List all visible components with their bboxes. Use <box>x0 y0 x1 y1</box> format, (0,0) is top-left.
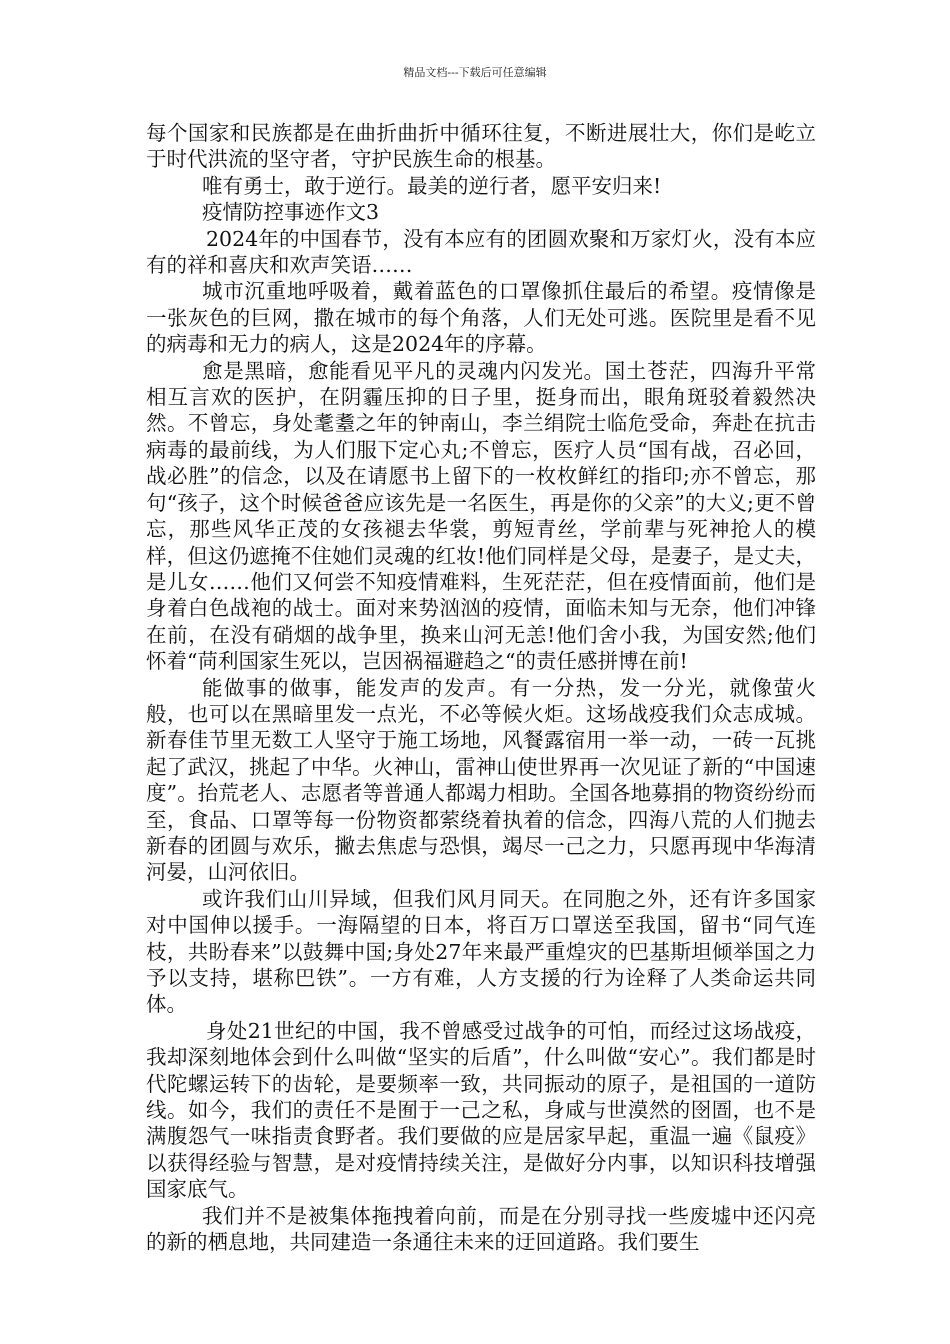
paragraph-5: 愈是黑暗，愈能看见平凡的灵魂内闪发光。国土苍茫，四海升平常相互言欢的医护，在阴霾压抑的日子里，挺身而出，眼角斑驳着毅然决然。不曾忘，身处耄耋之年的钟南山，李兰绢院士临危受命，奔赴在抗击病毒的最前线，为人们服下定心丸;不曾忘，医疗人员“国有战，召必回，战必胜”的信念，以及在请愿书上留下的一枚枚鲜红的指印;亦不曾忘，那句“孩子，这个时候爸爸应该先是一名医生，再是你的父亲”的大义;更不曾忘，那些风华正茂的女孩褪去华裳，剪短青丝，学前辈与死神抢人的模样，但这仍遮掩不住她们灵魂的红妆!他们同样是父母，是妻子，是丈夫，是儿女……他们又何尝不知疫情难料，生死茫茫，但在疫情面前，他们是身着白色战袍的战士。面对来势汹汹的疫情，面临未知与无奈，他们冲锋在前，在没有硝烟的战争里，换来山河无恙!他们舍小我，为国安然;他们怀着“苘利国家生死以，岂因祸福避趋之“的责任感拼博在前! <box>146 358 816 674</box>
paragraph-8: 身处21世纪的中国，我不曾感受过战争的可怕，而经过这场战疫，我却深刻地体会到什么叫做“坚实的后盾”，什么叫做“安心”。我们都是时代陀螺运转下的齿轮，是要频率一致，共同振动的原子，是祖国的一道防线。如今，我们的责任不是囿于一己之私，身咸与世漠然的囹圄，也不是满腹怨气一味指责食野者。我们要做的应是居家早起，重温一遍《鼠疫》以获得经验与智慧，是对疫情持续关注，是做好分内事，以知识科技增强国家底气。 <box>146 1018 816 1202</box>
paragraph-3: 2024年的中国春节，没有本应有的团圆欢聚和万家灯火，没有本应有的祥和喜庆和欢声笑语…… <box>146 226 816 278</box>
section-heading: 疫情防控事迹作文3 <box>202 200 380 225</box>
paragraph-4: 城市沉重地呼吸着，戴着蓝色的口罩像抓住最后的希望。疫情像是一张灰色的巨网，撒在城市的每个角落，人们无处可逃。医院里是看不见的病毒和无力的病人，这是2024年的序幕。 <box>146 279 816 357</box>
paragraph-1: 每个国家和民族都是在曲折曲折中循环往复，不断进展壮大，你们是屹立于时代洪流的坚守者，守护民族生命的根基。 <box>146 121 816 172</box>
paragraph-2: 唯有勇士，敢于逆行。最美的逆行者，愿平安归来! <box>202 173 662 198</box>
paragraph-9: 我们并不是被集体拖拽着向前，而是在分别寻找一些废墟中还闪亮的新的栖息地，共同建造一条通往未来的迂回道路。我们要生 <box>146 1203 816 1255</box>
page-header: 精品文档---下载后可任意编辑 <box>403 66 547 79</box>
paragraph-7: 或许我们山川异域，但我们风月同天。在同胞之外，还有许多国家对中国伸以援手。一海隔望的日本，将百万口罩送至我国，留书“同气连枝，共盼春来”以鼓舞中国;身处27年来最严重煌灾的巴基斯坦倾举国之力予以支持，堪称巴铁”。一方有难，人方支援的行为诠释了人类命运共同体。 <box>146 886 816 1017</box>
document-body <box>146 120 816 1255</box>
paragraph-6: 能做事的做事，能发声的发声。有一分热，发一分光，就像萤火般，也可以在黑暗里发一点光，不必等候火炬。这场战疫我们众志成城。新春佳节里无数工人坚守于施工场地，风餐露宿用一举一动，一砖一瓦挑起了武汉，挑起了中华。火神山，雷神山使世界再一次见证了新的“中国速度”。抬荒老人、志愿者等普通人都竭力相助。全国各地募捐的物资纷纷而至，食品、口罩等每一份物资都萦绕着执着的信念，四海八荒的人们抛去新春的团圆与欢乐，撇去焦虑与恐惧，竭尽一己之力，只愿再现中华海清河晏，山河依旧。 <box>146 675 816 885</box>
